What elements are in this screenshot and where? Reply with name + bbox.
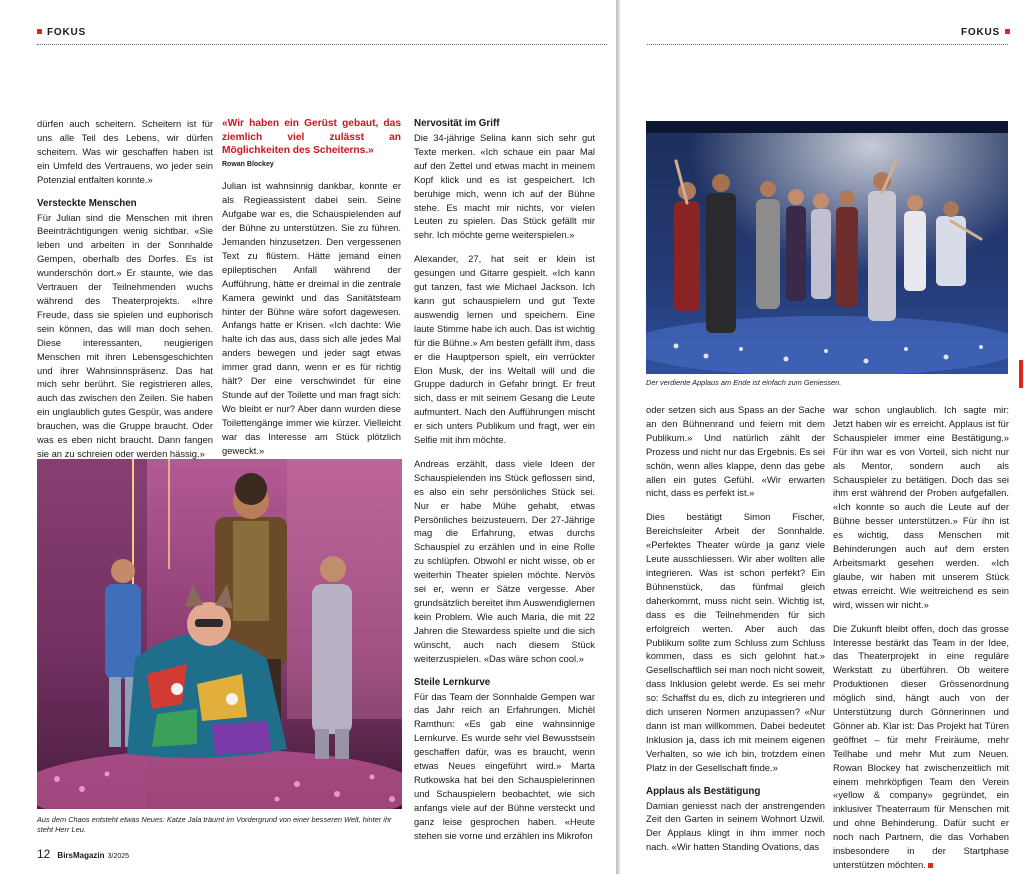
header-divider: [37, 44, 607, 45]
issue-number: 3/2025: [107, 853, 130, 860]
stage-photo-illustration: [37, 459, 402, 809]
column-1: [37, 117, 213, 461]
photo-caption-right: Der verdiente Applaus am Ende ist einfach zum Geniessen.: [646, 378, 842, 387]
paragraph: Alexander, 27, hat seit er klein ist gesungen und Gitarre gespielt. «Ich kann gut tanzen, fast wie Michael Jackson. Ich kann gut schauspielern und gut Texte auswendig lernen und speichern. Eine laute Stimme habe ich auch. Das ist wichtig für die Bühne.» Am besten gefällt ihm, dass er die Hauptperson spielt, ein verrückter Elon Musk, der ins Weltall will und die Gruppe dadurch in Gefahr bringt. Er freut sich, dass er mit seinem Gesang die Leute aufmuntert. Nach den Aufführungen mischt er sich unters Publikum und fragt, wer ein Selfie mit ihm möchte.: [414, 253, 595, 446]
paragraph: Für das Team der Sonnhalde Gempen war das Jahr reich an Erfahrungen. Michèl Ramthun: «Es gab eine wahnsinnige Lernkurve. Es wurde sehr viel Bewusstsein geschaffen dafür, was es braucht, wenn etwas Neues eingeführt wird.» Marta Rutkowska hat bei den Schauspielerinnen und Schauspielern beobachtet, wie sich anfangs viele auf der Bühne versteckt und ganz leise gesprochen haben. «Heute stehen sie vorne und erzählen ins Mikrofon: [414, 690, 595, 841]
paragraph: Julian ist wahnsinnig dankbar, konnte er als Regieassistent dabei sein. Seine Aufgabe war es, die Schauspielenden auf der Bühne zu unterstützen. Sie zu führen. Jemanden hinzusetzen. Den vergessenen Text zu flüstern. Hätte jemand einen epileptischen Anfall während der Aufführung, hätte er dreimal in die zentrale Kamera gewinkt und das Sanitätsteam hinter der Bühne wäre sofort dagewesen. Anfangs hatte er Krisen. «Ich dachte: Wie halte ich das aus, dass sich alle jedes Mal anders bewegen und jeder sagt etwas immer grad dann, wenn er es für richtig hält? Der eine verschwindet für eine Stunde auf der Toilette und man fragt sich: Wo bleibt er nur? Aber dann wurden diese Toilettengänge immer wie kürzer. Vielleicht war das Interesse am Stück plötzlich geweckt.»: [222, 180, 401, 456]
paragraph: Dies bestätigt Simon Fischer, Bereichsleiter Arbeit der Sonnhalde. «Perfektes Theater würde ja ganz viele Leute ausschliessen. Wir aber wollten alle integrieren. Was ist schon perfekt? Ein Bühnenstück, das fünfmal gleich daherkommt, muss nicht sein. Wichtig ist, dass es die Teilnehmenden für sich erfolgreich werten. Aber auch das Publikum sollte zum Schluss zum Schluss kommen, dass es sich gelohnt hat.» Gesellschaftlich sei man noch nicht soweit, dass Inklusion gelebt werde. Es sei mehr so: Schaffst du es, dich zu integrieren und dich unseren Normen anzupassen? «Nur dann ist man willkommen. Dabei bedeutet Inklusion ja, dass ich mit meinem eigenen Verhalten, so wie ich bin, trotzdem einen Platz in der Gesellschaft finde.»: [646, 511, 825, 773]
red-square-icon: [37, 29, 42, 34]
paragraph: Andreas erzählt, dass viele Ideen der Schauspielenden ins Stück geflossen sind, es also ein sehr persönliches Stück sei. Nur er habe Mühe gehabt, etwas Persönliches beizusteuern. Der 27-Jährige mag die Erfahrung, etwas durchs Schauspiel zu erzählen und in eine Rolle zu schlüpfen. Obwohl er nicht wisse, ob er weiterhin Theater spielen möchte. Nervös sei er, wenn er Sätze vergesse. Aber grundsätzlich bereitet ihm Auswendiglernen kein Problem. Wie auch Maria, die mit 22 Jahren die Stewardess spielte und die sich wünscht, auch nach diesem Stück weiterzuspielen. «Das wäre schon cool.»: [414, 457, 595, 664]
page-edge-tabs: [1018, 0, 1024, 874]
photo-caption-left: Aus dem Chaos entsteht etwas Neues: Katze Jala träumt im Vordergrund von einer besseren Welt, hinter ihr steht Herr Leu.: [37, 815, 392, 834]
stage-photo-cat: [37, 459, 402, 809]
section-header-right: FOKUS: [961, 27, 1010, 38]
page-footer: [37, 847, 129, 861]
paragraph: Die 34-jährige Selina kann sich sehr gut Texte merken. «Ich schaue ein paar Mal auf den Zettel und etwas macht in meinem Kopf klick und es ist gespeichert. Ich beruhige mich, wenn ich auf der Bühne stehe. Es macht mir nichts, vor vielen Leuten zu spielen. Das Stück gefällt mir sehr. Ich möchte gerne weiterspielen.»: [414, 132, 595, 241]
paragraph: Die Zukunft bleibt offen, doch das grosse Interesse bestärkt das Team in der Idee, das Theaterprojekt in eine reguläre Werkstatt zu überführen. Ob weitere Produktionen dieser Grössenordnung möglich sind, hängt auch von der Unterstützung durch Gönnerinnen und Gönner ab. Klar ist: Das Projekt hat Türen geöffnet – für mehr Freiräume, mehr Teilhabe und mehr Mut zum Neuen. Rowan Blockey hat zwischenzeitlich mit einem mehrköpfigen Team den Verein «yellow & company» gegründet, ein inklusiver Theaterraum für Menschen mit und ohne Behinderung. Dafür sucht er noch nach Partnern, die das Vorhaben insbesondere in der Startphase unterstützen möchten.: [833, 622, 1009, 870]
column-2: [222, 117, 401, 458]
paragraph: Für Julian sind die Menschen mit ihren Beeinträchtigungen wenig sichtbar. «Sie leben und arbeiten in der Sonnhalde Gempen, oberhalb des Dorfes. Es ist wunderschön dort.» Er staunte, wie das Vertrauen der Teilnehmenden wuchs während des Theaterprojekts. «Ihre Freude, dass sie spielen und euphorisch sein können, das will man doch sehen. Diese interessanten, neugierigen Menschen mit ihren Lebensgeschichten und ihrer Wahnsinnspräsenz. Das hat mich sehr berührt. Sie registrieren alles, auch das zwischen den Zeilen. Sie haben ein unglaublich gutes Gespür, was andere brauchen, was die Gruppe braucht. Oder was es eben nicht braucht. Dann fangen sie an zu schreien oder werden hässig.»: [37, 211, 213, 459]
right-page: [620, 0, 1024, 874]
column-4: [646, 403, 825, 854]
subheading: Steile Lernkurve: [414, 676, 491, 688]
pull-quote-author: Rowan Blockey: [222, 160, 274, 168]
paragraph: dürfen auch scheitern. Scheitern ist für uns alle Teil des Lebens, wir dürfen scheitern. Was wir geschaffen haben ist ein Umfeld des Vertrauens, wo jeder sein Potenzial entfalten konnte.»: [37, 118, 213, 185]
pull-quote: «Wir haben ein Gerüst gebaut, das ziemlich viel zulässt an Möglichkeiten des Scheiterns.»: [222, 118, 401, 156]
paragraph: oder setzen sich aus Spass an der Sache an den Bühnenrand und feiern mit dem Publikum.» Und natürlich zählt der Prozess und nicht nur das Ergebnis. Es sei schön, wenn alles klappe, denn das gebe allen ein gutes Gefühl. «Wir erwarten nicht, dass es perfekt ist.»: [646, 404, 825, 499]
paragraph: Damian geniesst nach der anstrengenden Zeit den Garten in seinem Wohnort Uzwil. Der Applaus klingt in ihm immer noch nach. «Wir hatten Standing Ovations, das: [646, 799, 825, 853]
column-5: [833, 403, 1009, 872]
red-square-icon: [1005, 29, 1010, 34]
section-header-left: FOKUS: [37, 27, 86, 38]
magazine-name: BirsMagazin: [57, 851, 105, 860]
stage-photo-illustration: [646, 121, 1008, 374]
subheading: Nervosität im Griff: [414, 118, 500, 129]
page-number: 12: [37, 847, 51, 861]
header-divider: [647, 44, 1008, 45]
paragraph: war schon unglaublich. Ich sagte mir: Jetzt haben wir es erreicht. Applaus ist für Schauspieler immer eine Bestätigung.» Für ihn war es von Vorteil, sich nicht nur als Mentor, sondern auch als Schauspieler zu betätigen. Doch das sei ihm erst während der Proben aufgefallen. «Ich konnte so auch die Leute auf der Bühne besser unterstützen.» Für ihn ist es wichtig, dass Menschen mit Behinderungen auch auf dem ersten Arbeitsmarkt gesehen werden. «Ich glaube, wir haben mit unserem Stück etwas erreicht. Wie weitreichend es sein wird, wissen wir nicht.»: [833, 404, 1009, 610]
edge-tab-marker: [1019, 360, 1023, 388]
end-mark-icon: [928, 863, 933, 868]
column-3: [414, 117, 595, 843]
subheading: Applaus als Bestätigung: [646, 785, 761, 797]
subheading: Versteckte Menschen: [37, 197, 137, 209]
stage-photo-applause: [646, 121, 1008, 374]
